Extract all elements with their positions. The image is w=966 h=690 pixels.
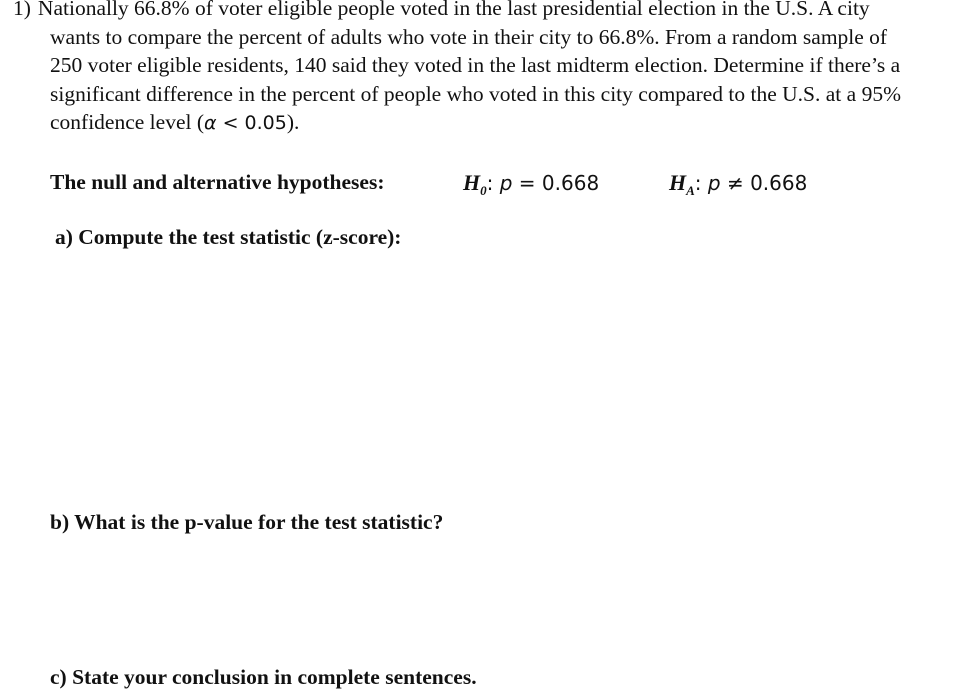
problem-line-5: confidence level (α < 0.05).	[50, 110, 300, 135]
null-hypothesis: $H_0$: p = 0.668	[463, 170, 600, 198]
hypotheses-label: The null and alternative hypotheses:	[50, 170, 385, 194]
alternative-hypothesis: $H_A$: p ≠ 0.668	[669, 170, 808, 198]
question-number: 1)	[13, 0, 31, 20]
alpha-expression: α < 0.05	[204, 112, 287, 135]
part-c-label-partial: c) State your conclusion in complete sentences.	[50, 665, 477, 689]
part-a-label: a) Compute the test statistic (z-score):	[55, 225, 402, 249]
problem-line-2: wants to compare the percent of adults who vote in their city to 66.8%. From a random sample of	[50, 24, 888, 49]
problem-line-1: 1) Nationally 66.8% of voter eligible people voted in the last presidential election in the U.S. A city	[0, 0, 966, 23]
part-b-label: b) What is the p-value for the test statistic?	[50, 510, 444, 534]
problem-statement	[0, 0, 966, 138]
problem-line-3: 250 voter eligible residents, 140 said they voted in the last midterm election. Determine if there’s a	[50, 53, 901, 78]
problem-line-4: significant difference in the percent of people who voted in this city compared to the U.S. at a 95%	[50, 81, 901, 106]
